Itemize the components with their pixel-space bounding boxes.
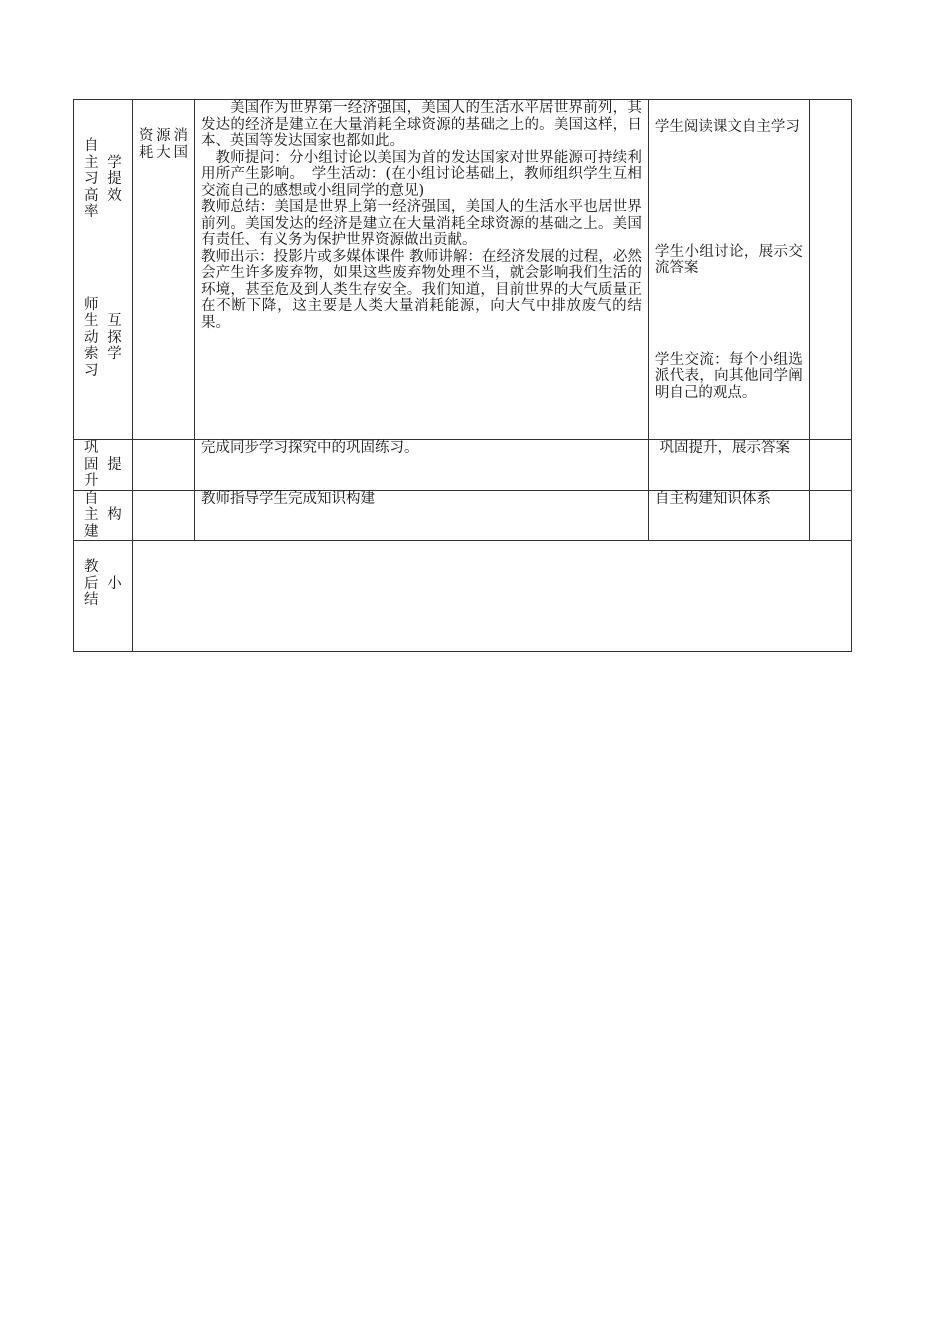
content-cell [194,100,648,440]
content-cell [194,490,648,541]
stage-label-self-study: 自 主学 习提 高效率 [84,138,137,220]
topic-cell [132,490,194,541]
topic-label: 资源消耗大国 [138,128,188,161]
content-paragraph: 教师提问：分小组讨论以美国为首的发达国家对世界能源可持续利用所产生影响。 学生活动：(在小组讨论基础上，教师组织学生互相交流自己的感想或小组同学的意见) [200,149,642,199]
student-activity-text: 学生阅读课文自主学习 [654,119,800,135]
stage-label-summary: 教 后小结 [84,559,122,608]
stage-cell [74,100,137,440]
stage-label-consolidate: 巩 固提升 [84,440,122,489]
table-row [74,100,852,440]
content-paragraph: 教师指导学生完成知识构建 [200,490,375,507]
student-activity-text: 学生交流：每个小组选派代表，向其他同学阐明自己的观点。 [654,351,803,401]
student-activity-text: 自主构建知识体系 [654,490,771,507]
table-row [74,490,852,541]
table-row [74,541,852,652]
lesson-plan-table [73,99,852,652]
content-cell [194,440,648,491]
student-activity-text: 巩固提升，展示答案 [654,440,790,456]
content-paragraph: 教师总结：美国是世界上第一经济强国，美国人的生活水平也居世界前列。美国发达的经济是建立在大量消耗全球资源的基础之上。美国有责任、有义务为保护世界资源做出贡献。 [200,199,642,248]
student-activity-text: 学生小组讨论，展示交流答案 [654,243,803,276]
content-paragraph: 教师出示：投影片或多媒体课件 教师讲解：在经济发展的过程，必然会产生许多废弃物，如果这些废弃物处理不当，就会影响我们生活的环境，甚至危及到人类生存安全。我们知道，目前世界的大气质量正在不断下降，这主要是人类大量消耗能源，向大气中排放废气的结果。 [200,248,642,331]
stage-label-interactive: 师 生互 动探 索学习 [84,296,137,379]
topic-cell [132,440,194,491]
stage-label-construct: 自 主构建 [84,490,122,540]
table-row [74,440,852,491]
stage-cell [74,541,133,652]
notes-cell [809,100,851,440]
student-activity-cell [648,490,809,541]
stage-cell [74,440,133,491]
student-activity-cell [648,100,809,440]
content-paragraph: 美国作为世界第一经济强国，美国人的生活水平居世界前列，其发达的经济是建立在大量消耗全球资源的基础之上的。美国这样，日本、英国等发达国家也都如此。 [200,100,642,149]
student-activity-cell [648,440,809,491]
summary-cell [132,541,851,652]
content-paragraph: 完成同步学习探究中的巩固练习。 [200,440,419,456]
topic-cell [132,100,194,440]
notes-cell [809,440,851,491]
notes-cell [809,490,851,541]
stage-cell [74,490,133,541]
